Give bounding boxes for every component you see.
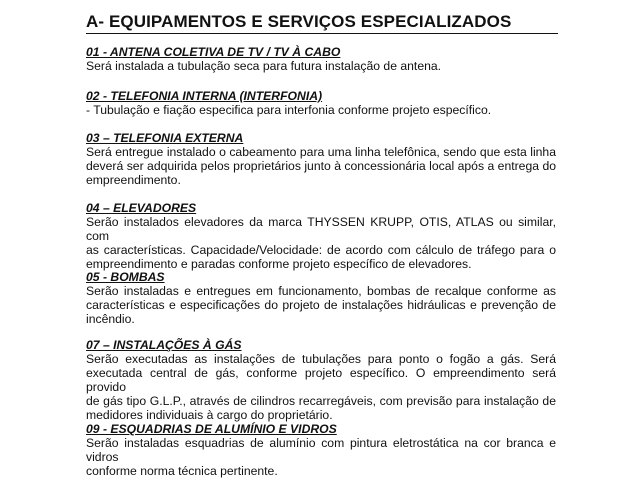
section-title: 03 – TELEFONIA EXTERNA bbox=[86, 131, 244, 145]
body-line: de gás tipo G.L.P., através de cilindros recarregáveis, com previsão para instalação de bbox=[86, 394, 556, 408]
section-title: 01 - ANTENA COLETIVA DE TV / TV À CABO bbox=[86, 45, 341, 59]
body-line: empreendimento e paradas conforme projeto específico de elevadores. bbox=[86, 257, 472, 271]
section-body bbox=[86, 436, 556, 478]
body-line: executada central de gás, conforme projeto específico. O empreendimento será provido bbox=[86, 366, 556, 394]
section-body bbox=[86, 145, 556, 187]
section-title: 05 - BOMBAS bbox=[86, 270, 165, 284]
body-line: as características. Capacidade/Velocidade: de acordo com cálculo de tráfego para o bbox=[86, 243, 556, 257]
document-heading: A- EQUIPAMENTOS E SERVIÇOS ESPECIALIZADOS bbox=[86, 12, 512, 31]
body-line: Será instalada a tubulação seca para futura instalação de antena. bbox=[86, 59, 442, 73]
body-line: - Tubulação e fiação especifica para interfonia conforme projeto específico. bbox=[86, 103, 492, 117]
section-body bbox=[86, 284, 556, 326]
section-title: 07 – INSTALAÇÕES À GÁS bbox=[86, 338, 242, 352]
section-body bbox=[86, 59, 556, 73]
section-bombas bbox=[86, 270, 556, 326]
section-antena bbox=[86, 45, 556, 73]
body-line: medidores individuais à cargo do proprietário. bbox=[86, 408, 333, 422]
body-line: Serão instaladas e entregues em funcionamento, bombas de recalque conforme as bbox=[86, 284, 556, 298]
section-body bbox=[86, 352, 556, 422]
section-title: 09 - ESQUADRIAS DE ALUMÍNIO E VIDROS bbox=[86, 422, 337, 436]
body-line: Serão executadas as instalações de tubulações para ponto o fogão a gás. Será bbox=[86, 352, 556, 366]
body-line: Será entregue instalado o cabeamento para uma linha telefônica, sendo que esta linha bbox=[86, 145, 556, 159]
body-line: Serão instalados elevadores da marca THYSSEN KRUPP, OTIS, ATLAS ou similar, com bbox=[86, 215, 556, 243]
section-elevadores bbox=[86, 201, 556, 271]
body-line: conforme norma técnica pertinente. bbox=[86, 464, 278, 478]
section-telefonia-externa bbox=[86, 131, 556, 187]
section-title: 04 – ELEVADORES bbox=[86, 201, 197, 215]
body-line: Serão instaladas esquadrias de alumínio com pintura eletrostática na cor branca e vidros bbox=[86, 436, 556, 464]
heading-underline bbox=[86, 33, 558, 34]
section-body bbox=[86, 103, 556, 117]
section-title: 02 - TELEFONIA INTERNA (INTERFONIA) bbox=[86, 89, 323, 103]
section-telefonia-interna bbox=[86, 89, 556, 117]
body-line: incêndio. bbox=[86, 312, 135, 326]
section-body bbox=[86, 215, 556, 271]
section-instalacoes-gas bbox=[86, 338, 556, 422]
body-line: empreendimento. bbox=[86, 173, 181, 187]
body-line: deverá ser adquirida pelos proprietários junto à concessionária local após a entrega do bbox=[86, 159, 556, 173]
body-line: características e especificações do projeto de instalações hidráulicas e prevenção de bbox=[86, 298, 556, 312]
section-esquadrias bbox=[86, 422, 556, 478]
